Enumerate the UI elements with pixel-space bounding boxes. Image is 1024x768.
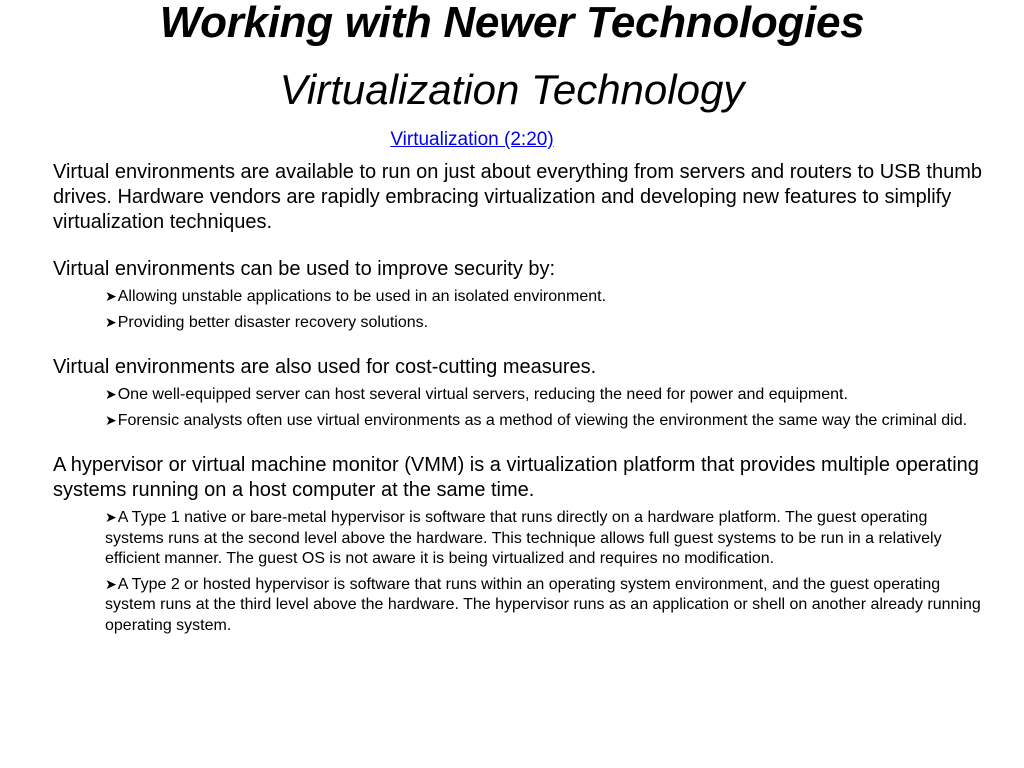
bullet-text: A Type 1 native or bare-metal hypervisor is software that runs directly on a hardware platform. The guest operating systems runs at the second level above the hardware. This technique allows full guest systems to be run in a relatively efficient manner. The guest OS is not aware it is being virtualized and requires no modification. [105, 509, 942, 567]
arrow-bullet-icon: ➤ [105, 313, 117, 330]
paragraph-security: Virtual environments can be used to improve security by: [53, 258, 556, 280]
arrow-bullet-icon: ➤ [105, 575, 117, 592]
arrow-bullet-icon: ➤ [105, 509, 117, 525]
arrow-bullet-icon: ➤ [105, 411, 117, 428]
slide-content [53, 160, 988, 636]
bullet-item [105, 312, 988, 334]
bullet-item [105, 384, 988, 406]
paragraph-hypervisor: A hypervisor or virtual machine monitor (VMM) is a virtualization platform that provides multiple operating systems running on a host computer at the same time. [53, 454, 979, 501]
bullet-text: A Type 2 or hosted hypervisor is software that runs within an operating system environment, and the guest operating system runs at the third level above the hardware. The hypervisor runs as an application or shell on another already running operating system. [105, 575, 981, 634]
paragraph-intro: Virtual environments are available to run on just about everything from servers and routers to USB thumb drives. Hardware vendors are rapidly embracing virtualization and developing new features to simplify virtualization techniques. [53, 161, 982, 233]
bullet-item [105, 507, 988, 570]
slide-title [0, 0, 1024, 114]
bullet-text: One well-equipped server can host several virtual servers, reducing the need for power and equipment. [117, 386, 848, 403]
bullet-list-cost [53, 384, 988, 431]
bullet-item [105, 286, 988, 308]
bullet-text: Allowing unstable applications to be used in an isolated environment. [117, 288, 607, 305]
bullet-list-security [53, 286, 988, 333]
paragraph-cost: Virtual environments are also used for cost-cutting measures. [53, 356, 597, 378]
bullet-text: Providing better disaster recovery solutions. [117, 313, 429, 331]
title-main: Working with Newer Technologies [159, 0, 865, 47]
arrow-bullet-icon: ➤ [105, 288, 117, 304]
video-link[interactable]: Virtualization (2:20) [390, 129, 554, 150]
bullet-item [105, 410, 988, 432]
title-subtitle: Virtualization Technology [279, 66, 745, 113]
bullet-text: Forensic analysts often use virtual environments as a method of viewing the environment the same way the criminal did. [117, 411, 968, 429]
bullet-item [105, 574, 988, 637]
arrow-bullet-icon: ➤ [105, 386, 117, 402]
bullet-list-hypervisor [53, 507, 988, 636]
